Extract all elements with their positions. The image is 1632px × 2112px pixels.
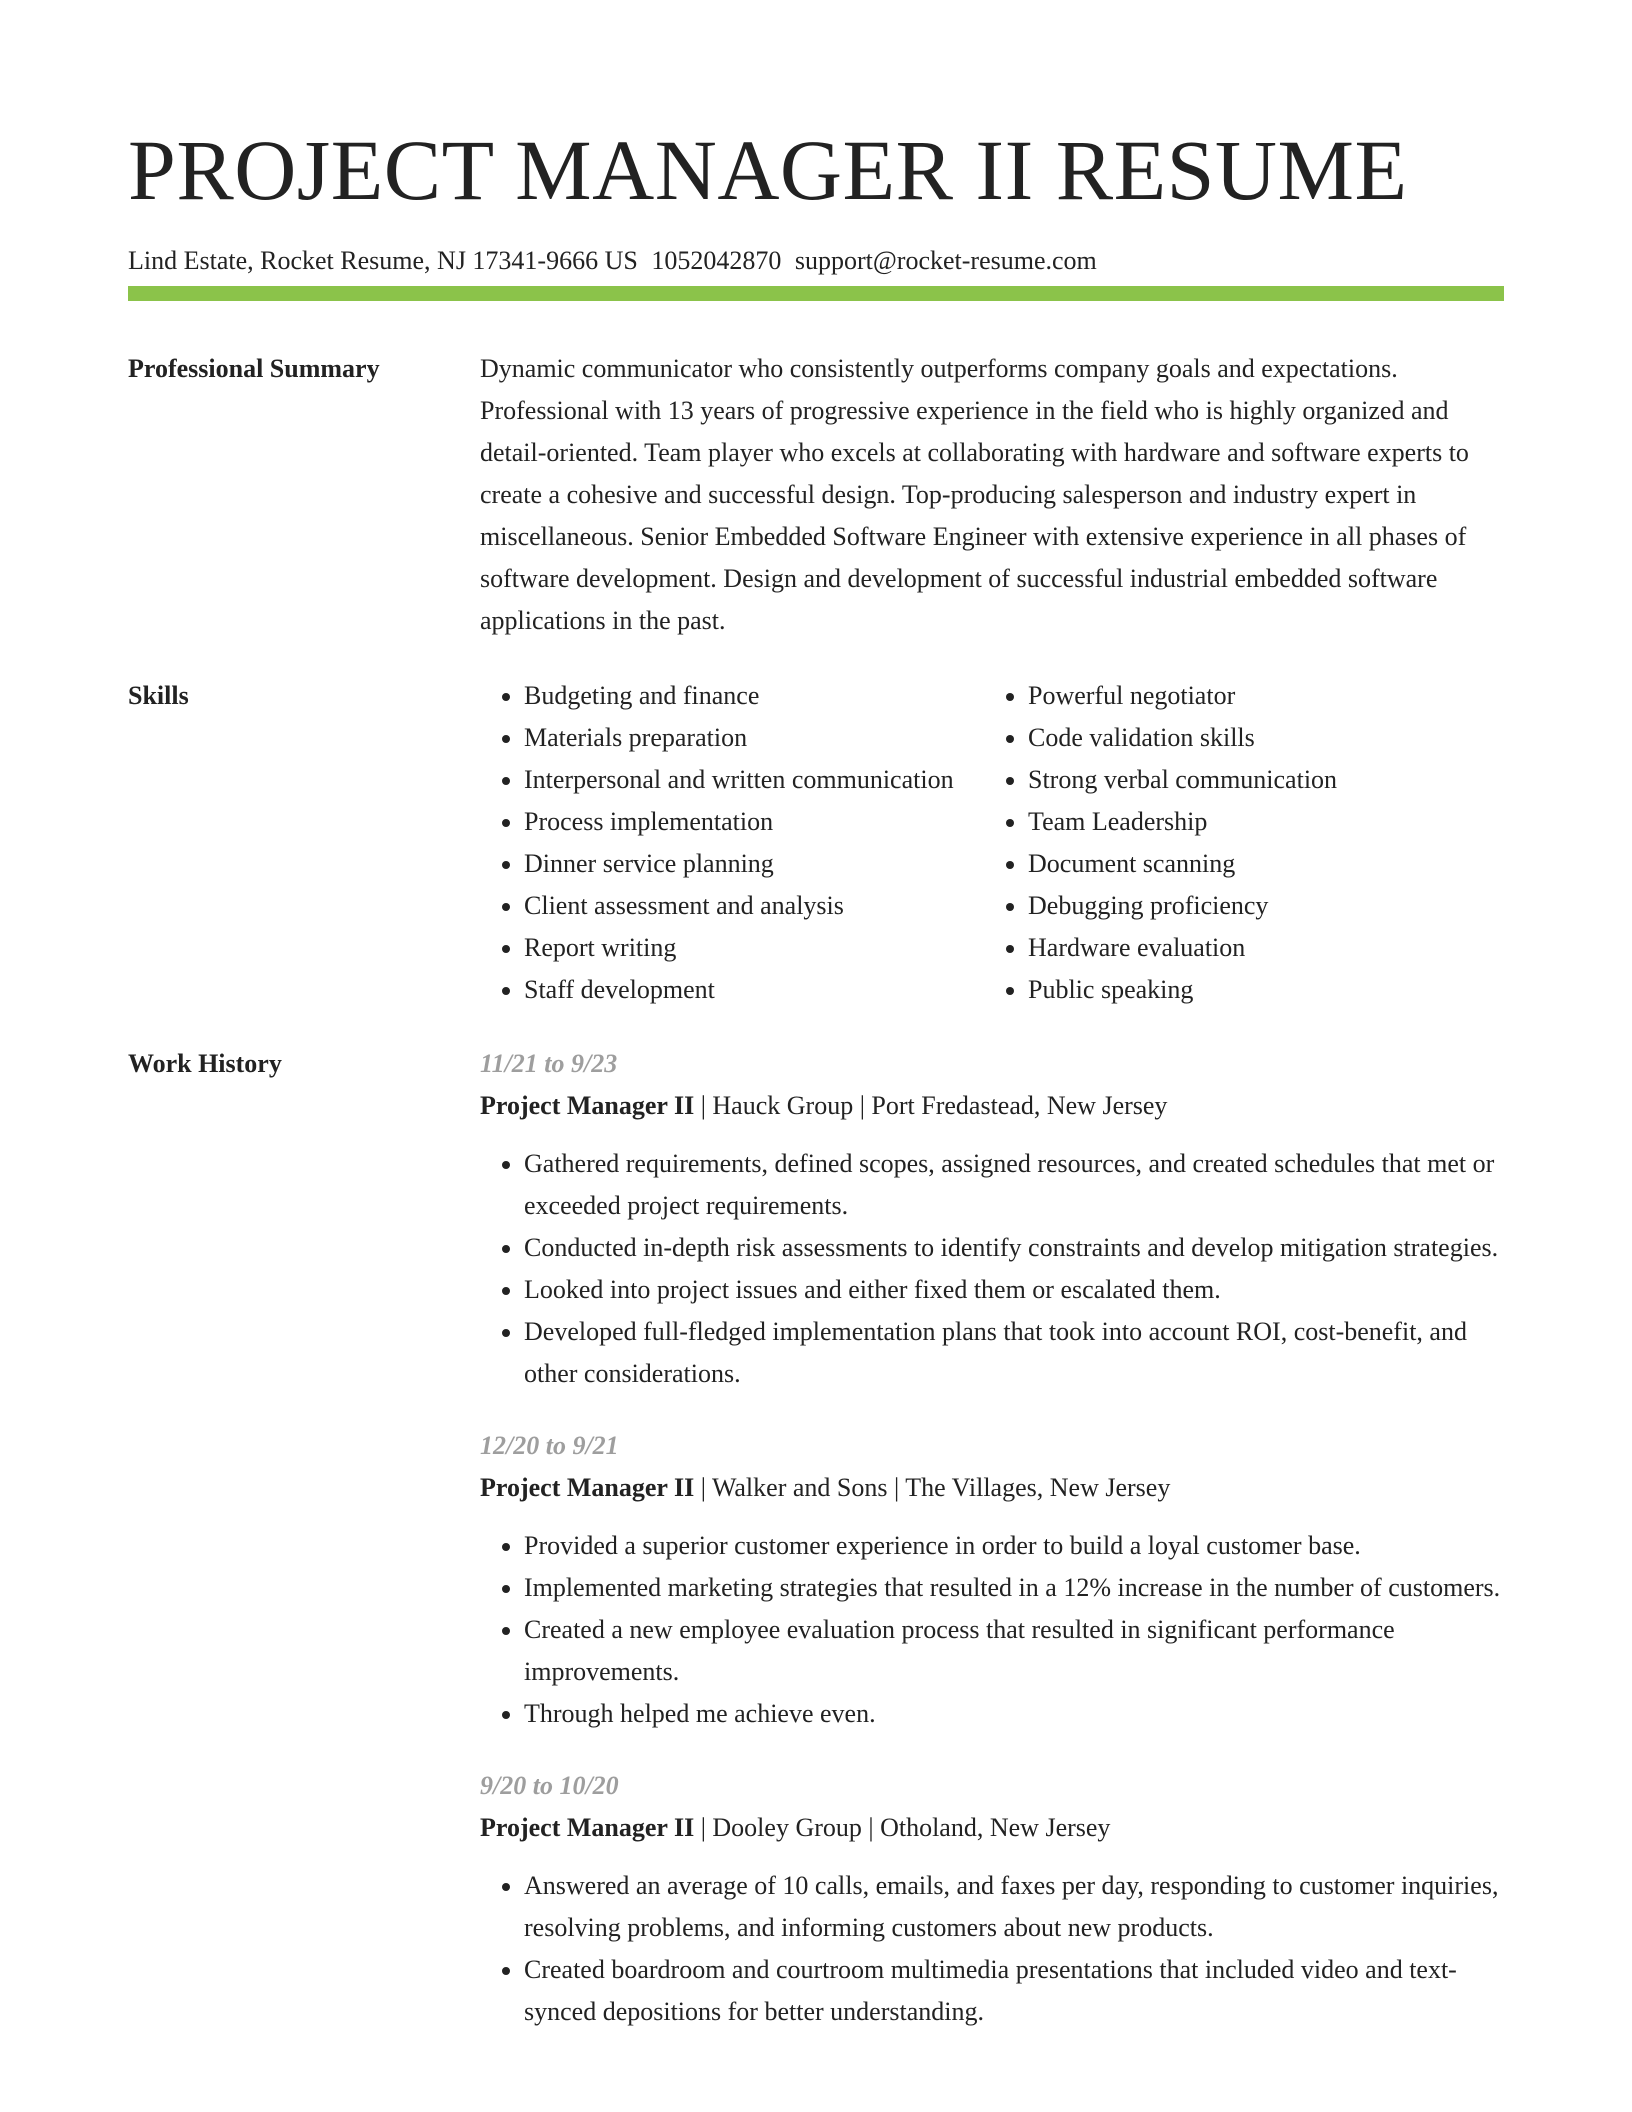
contact-phone: 1052042870	[651, 246, 782, 275]
job-heading-line	[480, 1467, 1504, 1509]
job-bullet: • Created a new employee evaluation process that resulted in significant performance improvements.	[524, 1609, 1504, 1693]
skill-item: • Hardware evaluation	[1028, 927, 1498, 969]
summary-body	[480, 348, 1504, 642]
job-list	[480, 1043, 1504, 2033]
job-entry	[480, 1425, 1504, 1735]
job-bullet: • Provided a superior customer experience in order to build a loyal customer base.	[524, 1525, 1504, 1567]
job-title: Project Manager II	[480, 1091, 695, 1120]
summary-text: Dynamic communicator who consistently outperforms company goals and expectations. Professional with 13 years of progressive experience in the field who is highly organized and detail-oriented. Team player who excels at collaborating with hardware and software experts to create a cohesive and successful design. Top-producing salesperson and industry expert in miscellaneous. Senior Embedded Software Engineer with extensive experience in all phases of software development. Design and development of successful industrial embedded software applications in the past.	[480, 354, 1469, 635]
job-dates: 12/20 to 9/21	[480, 1431, 619, 1460]
job-dates: 11/21 to 9/23	[480, 1049, 618, 1078]
job-dates: 9/20 to 10/20	[480, 1771, 619, 1800]
skill-item: • Debugging proficiency	[1028, 885, 1498, 927]
job-bullet: • Developed full-fledged implementation plans that took into account ROI, cost-benefit, and other considerations.	[524, 1311, 1504, 1395]
skill-item: • Dinner service planning	[524, 843, 984, 885]
contact-email[interactable]: support@rocket-resume.com	[794, 246, 1097, 275]
job-bullet: • Implemented marketing strategies that resulted in a 12% increase in the number of customers.	[524, 1567, 1504, 1609]
job-bullet: • Through helped me achieve even.	[524, 1693, 1504, 1735]
job-bullets	[480, 1143, 1504, 1395]
skills-columns	[480, 675, 1504, 1011]
skill-item: • Public speaking	[1028, 969, 1498, 1011]
work-history-body	[480, 1043, 1504, 2063]
job-title: Project Manager II	[480, 1473, 695, 1502]
job-details: | Dooley Group | Otholand, New Jersey	[694, 1813, 1111, 1842]
skill-item: • Report writing	[524, 927, 984, 969]
job-bullets	[480, 1865, 1504, 2033]
job-details: | Hauck Group | Port Fredastead, New Jersey	[694, 1091, 1168, 1120]
job-bullets	[480, 1525, 1504, 1735]
skill-item: • Interpersonal and written communication	[524, 759, 984, 801]
job-title: Project Manager II	[480, 1813, 695, 1842]
job-heading-line	[480, 1085, 1504, 1127]
skills-heading: Skills	[128, 681, 189, 710]
job-bullet: • Looked into project issues and either fixed them or escalated them.	[524, 1269, 1504, 1311]
job-bullet: • Answered an average of 10 calls, emails, and faxes per day, responding to customer inquiries, resolving problems, and informing customers about new products.	[524, 1865, 1504, 1949]
job-bullet: • Conducted in-depth risk assessments to identify constraints and develop mitigation strategies.	[524, 1227, 1504, 1269]
skills-body	[480, 675, 1504, 1011]
skill-item: • Budgeting and finance	[524, 675, 984, 717]
skills-list-left	[480, 675, 984, 1011]
job-details: | Walker and Sons | The Villages, New Jersey	[694, 1473, 1171, 1502]
job-bullet: • Gathered requirements, defined scopes, assigned resources, and created schedules that met or exceeded project requirements.	[524, 1143, 1504, 1227]
job-heading-line	[480, 1807, 1504, 1849]
work-history-heading: Work History	[128, 1049, 282, 1078]
skill-item: • Powerful negotiator	[1028, 675, 1498, 717]
skill-item: • Strong verbal communication	[1028, 759, 1498, 801]
skill-item: • Process implementation	[524, 801, 984, 843]
contact-address: Lind Estate, Rocket Resume, NJ 17341-9666 US	[128, 246, 638, 275]
skill-item: • Team Leadership	[1028, 801, 1498, 843]
job-entry	[480, 1043, 1504, 1395]
resume-header	[128, 118, 1504, 278]
skill-item: • Materials preparation	[524, 717, 984, 759]
skill-item: • Document scanning	[1028, 843, 1498, 885]
job-bullet: • Created boardroom and courtroom multimedia presentations that included video and text-synced depositions for better understanding.	[524, 1949, 1504, 2033]
page-title: PROJECT MANAGER II RESUME	[128, 122, 1408, 218]
job-entry	[480, 1765, 1504, 2033]
summary-heading: Professional Summary	[128, 354, 380, 383]
header-divider	[128, 286, 1504, 301]
skill-item: • Code validation skills	[1028, 717, 1498, 759]
contact-line	[128, 244, 1504, 278]
skill-item: • Staff development	[524, 969, 984, 1011]
skills-list-right	[984, 675, 1498, 1011]
skill-item: • Client assessment and analysis	[524, 885, 984, 927]
